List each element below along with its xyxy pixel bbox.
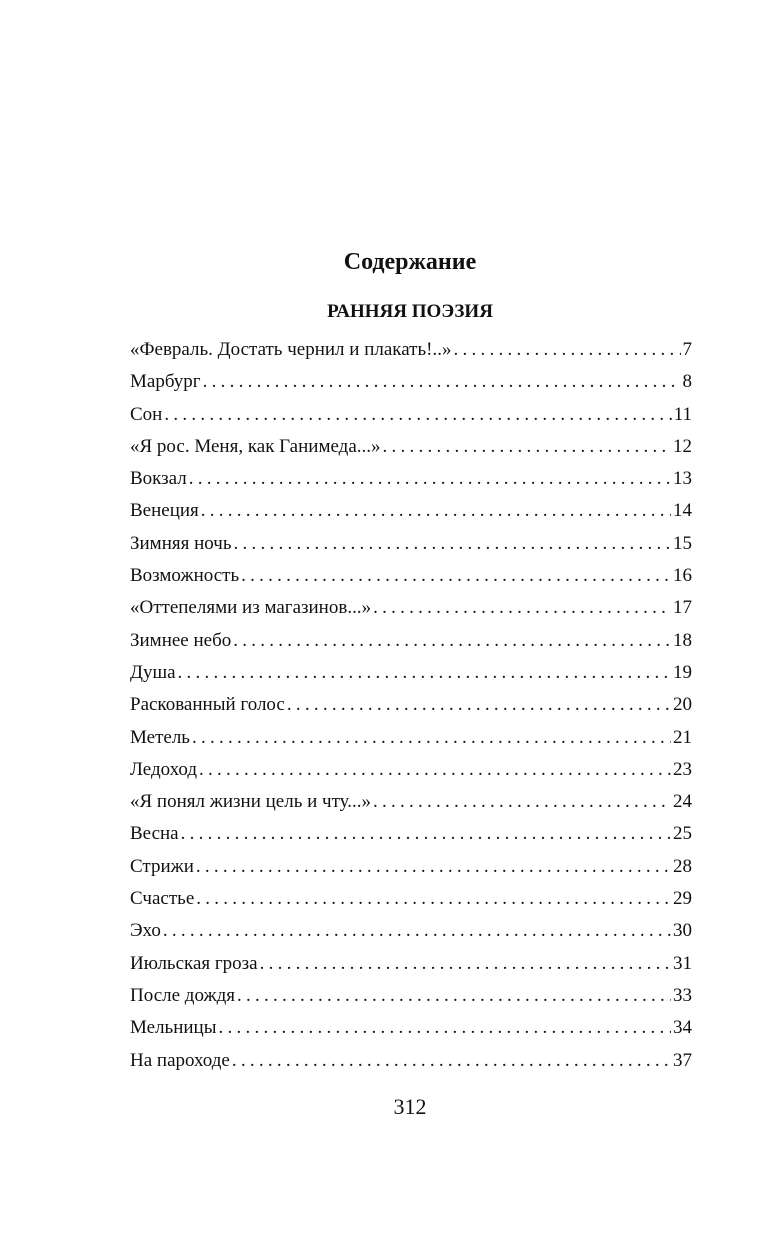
dot-leader (189, 463, 671, 495)
dot-leader (164, 399, 671, 431)
toc-entry-title: Счастье (130, 888, 195, 910)
toc-entry-title: После дождя (130, 984, 236, 1006)
toc-entry[interactable] (130, 657, 692, 689)
section-title: РАННЯЯ ПОЭЗИЯ (327, 301, 493, 322)
toc-entry[interactable] (130, 592, 692, 624)
toc-entry-page: 18 (673, 629, 692, 651)
toc-entry-title: Весна (130, 823, 179, 845)
toc-entry[interactable] (130, 431, 692, 463)
toc-entry[interactable] (130, 722, 692, 754)
dot-leader (203, 366, 681, 398)
toc-entry-title: На пароходе (130, 1049, 230, 1071)
toc-entry-page: 17 (673, 597, 692, 619)
toc-entry-page: 12 (673, 435, 692, 457)
toc-entry-page: 20 (673, 694, 692, 716)
toc-entry-page: 28 (673, 855, 692, 877)
dot-leader (199, 754, 671, 786)
dot-leader (219, 1012, 672, 1044)
toc-entry-page: 31 (673, 952, 692, 974)
page-number: 312 (393, 1094, 427, 1119)
toc-entry-title: «Февраль. Достать чернил и плакать!..» (130, 339, 452, 360)
toc-entry-page: 25 (673, 823, 692, 845)
toc-entry[interactable] (130, 980, 692, 1012)
dot-leader (233, 625, 671, 657)
toc-entry-page: 21 (673, 726, 692, 748)
toc-entry[interactable] (130, 399, 692, 431)
toc-entry-page: 29 (673, 888, 692, 910)
toc-entry-title: Ледоход (130, 758, 198, 780)
toc-entry[interactable] (130, 1045, 692, 1077)
toc-entry-title: Стрижи (130, 855, 194, 877)
toc-entry-page: 11 (673, 403, 692, 425)
toc-entry-page: 16 (673, 565, 692, 587)
dot-leader (163, 915, 671, 947)
dot-leader (196, 851, 671, 883)
toc-entry-page: 37 (673, 1049, 692, 1071)
toc-entry-title: Зимняя ночь (130, 532, 232, 554)
dot-leader (196, 883, 671, 915)
toc-entry-title: Вокзал (130, 468, 187, 490)
toc-entry-title: Эхо (130, 920, 161, 942)
toc-entry-title: Июльская гроза (130, 952, 258, 974)
toc-entry[interactable] (130, 754, 692, 786)
toc-entry-title: Венеция (130, 500, 199, 522)
dot-leader (373, 786, 671, 818)
table-of-contents (130, 334, 692, 1077)
dot-leader (178, 657, 671, 689)
toc-entry-title: Раскованный голос (130, 694, 285, 716)
toc-entry[interactable] (130, 1012, 692, 1044)
toc-entry[interactable] (130, 528, 692, 560)
dot-leader (234, 528, 671, 560)
toc-entry[interactable] (130, 334, 692, 366)
toc-entry-title: Марбург (130, 371, 201, 393)
toc-entry[interactable] (130, 560, 692, 592)
toc-entry[interactable] (130, 786, 692, 818)
toc-entry[interactable] (130, 948, 692, 980)
dot-leader (241, 560, 671, 592)
dot-leader (232, 1045, 671, 1077)
toc-entry-page: 7 (682, 339, 692, 360)
dot-leader (383, 431, 671, 463)
toc-entry[interactable] (130, 689, 692, 721)
toc-entry-page: 30 (673, 920, 692, 942)
toc-entry-page: 23 (673, 758, 692, 780)
dot-leader (237, 980, 671, 1012)
toc-entry-page: 14 (673, 500, 692, 522)
dot-leader (201, 495, 671, 527)
toc-entry-title: Мельницы (130, 1017, 217, 1039)
dot-leader (287, 689, 671, 721)
dot-leader (181, 818, 671, 850)
toc-entry-title: Возможность (130, 565, 240, 587)
toc-entry-title: Сон (130, 403, 163, 425)
toc-entry-title: «Я понял жизни цель и чту...» (130, 791, 371, 813)
toc-entry[interactable] (130, 818, 692, 850)
page-title: Содержание (343, 249, 477, 275)
toc-entry-page: 13 (673, 468, 692, 490)
toc-entry-title: Метель (130, 726, 190, 748)
toc-entry-title: Зимнее небо (130, 629, 232, 651)
toc-entry[interactable] (130, 495, 692, 527)
toc-entry-page: 8 (682, 371, 692, 393)
toc-entry-page: 24 (673, 791, 692, 813)
dot-leader (373, 592, 671, 624)
toc-entry-title: «Оттепелями из магазинов...» (130, 597, 372, 619)
toc-entry-title: «Я рос. Меня, как Ганимеда...» (130, 435, 381, 457)
toc-entry-page: 34 (673, 1017, 692, 1039)
dot-leader (192, 722, 671, 754)
dot-leader (453, 334, 680, 366)
dot-leader (260, 948, 671, 980)
toc-entry-page: 15 (673, 532, 692, 554)
toc-entry-page: 19 (673, 661, 692, 683)
toc-entry[interactable] (130, 366, 692, 398)
toc-entry[interactable] (130, 851, 692, 883)
toc-entry-page: 33 (673, 984, 692, 1006)
toc-entry[interactable] (130, 915, 692, 947)
toc-entry-title: Душа (130, 661, 176, 683)
toc-entry[interactable] (130, 625, 692, 657)
toc-entry[interactable] (130, 883, 692, 915)
toc-entry[interactable] (130, 463, 692, 495)
